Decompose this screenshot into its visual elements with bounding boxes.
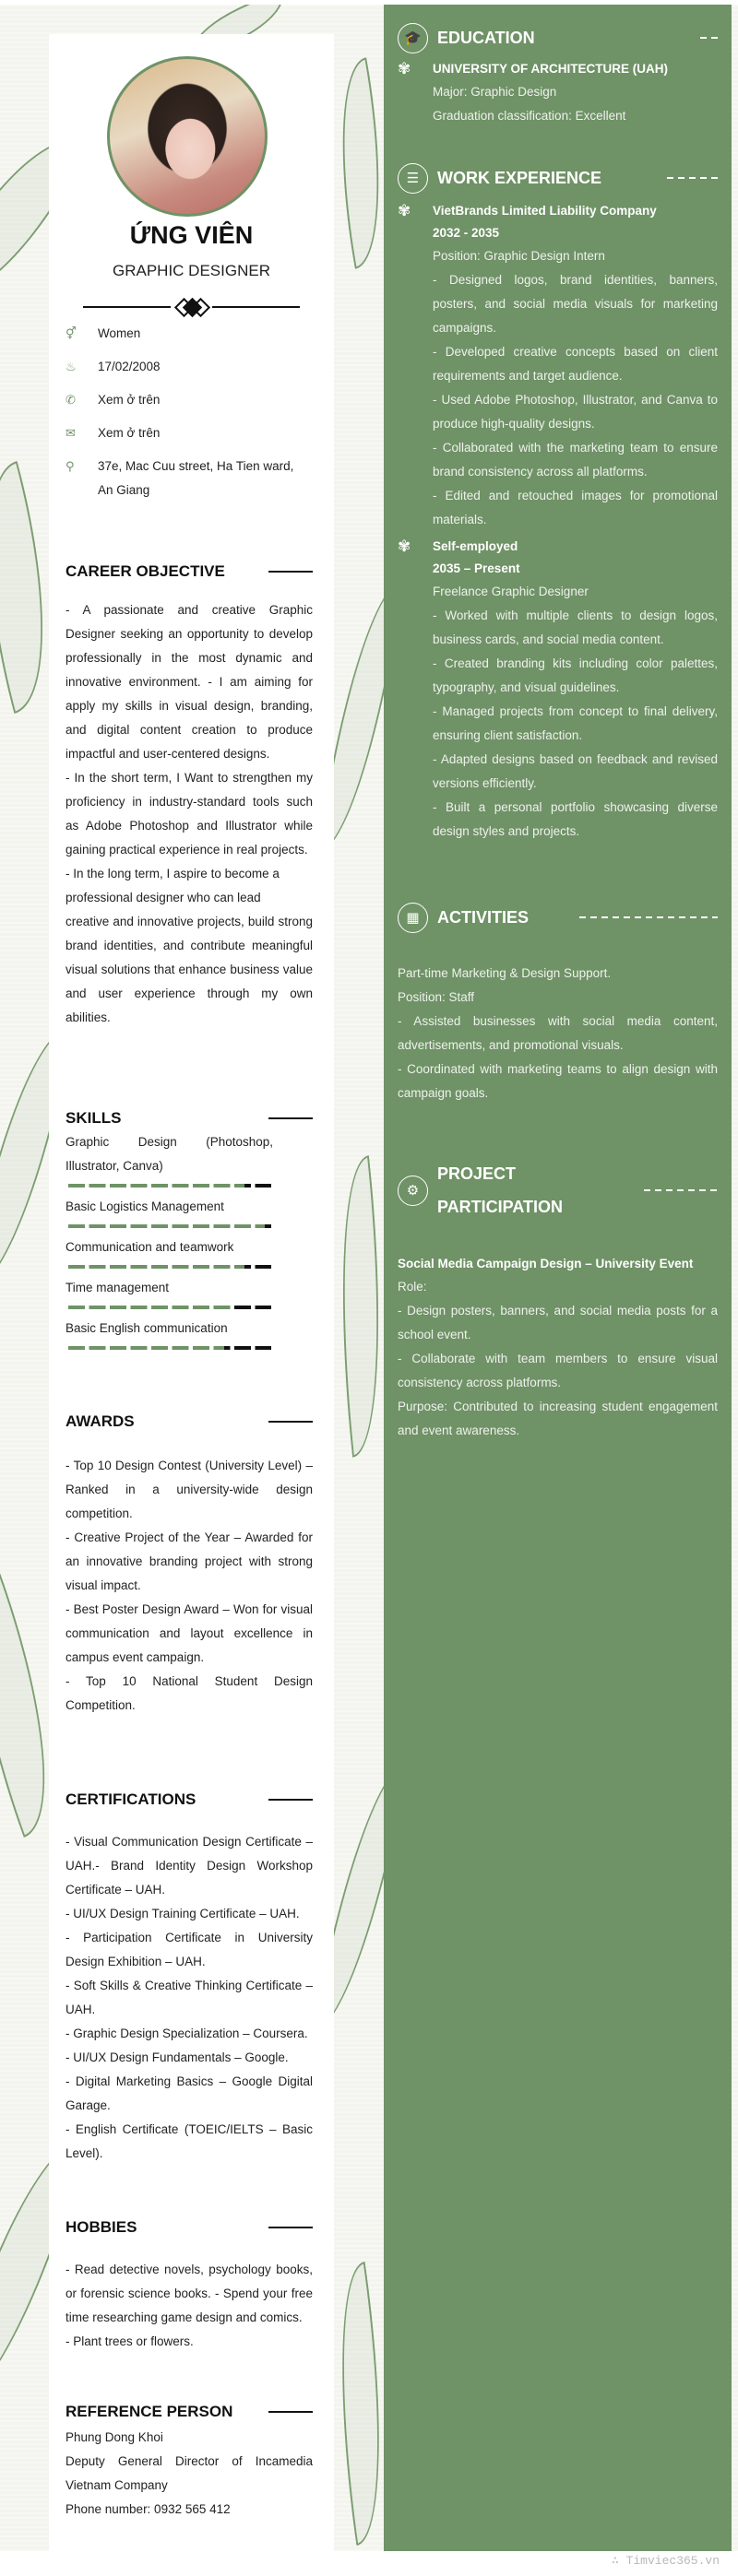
section-title: EDUCATION: [437, 29, 535, 47]
project-line: Purpose: Contributed to increasing student engagement and event awareness.: [398, 1400, 718, 1437]
graduation-cap-icon: 🎓: [398, 23, 428, 53]
education-detail: Graduation classification: Excellent: [433, 109, 626, 123]
section-rule: [268, 571, 313, 573]
section-title: REFERENCE PERSON: [65, 2403, 233, 2420]
job-title: GRAPHIC DESIGNER: [113, 262, 270, 279]
job-entry: [398, 536, 718, 844]
section-title: [437, 1157, 563, 1223]
gender-icon: ⚥: [65, 326, 77, 340]
objective-paragraph: - In the short term, I Want to strengthen my proficiency in industry-standard tools such as Adobe Photoshop and Illustrator while gaining practical experience in real projects.: [65, 771, 313, 857]
lightbulb-gears-icon: ⚙: [398, 1176, 428, 1206]
certification-item: - UI/UX Design Training Certificate – UAH.: [65, 1907, 300, 1920]
certification-item: - Graphic Design Specialization – Coursera.: [65, 2027, 308, 2040]
section-career-objective: [65, 560, 313, 1030]
award-item: - Creative Project of the Year – Awarded for an innovative branding project with strong visual impact.: [65, 1530, 313, 1592]
certification-item: - UI/UX Design Fundamentals – Google.: [65, 2050, 289, 2064]
section-rule: [268, 1117, 313, 1119]
job-position: Position: Graphic Design Intern: [433, 249, 605, 263]
job-bullet: - Developed creative concepts based on client requirements and target audience.: [433, 345, 718, 383]
section-title: CAREER OBJECTIVE: [65, 562, 225, 580]
job-bullet: - Collaborated with the marketing team to ensure brand consistency across all platforms.: [433, 441, 718, 479]
section-rule: [268, 1799, 313, 1801]
section-hobbies: [65, 2216, 313, 2354]
right-panel: [384, 5, 732, 2551]
contact-list: [49, 322, 334, 512]
section-title: HOBBIES: [65, 2218, 137, 2236]
skill-name: Communication and teamwork: [65, 1240, 234, 1254]
section-title: ACTIVITIES: [437, 908, 530, 927]
company-name: Self-employed: [433, 539, 518, 553]
avatar: [107, 56, 268, 217]
award-item: - Best Poster Design Award – Won for visual communication and layout excellence in campus event campaign.: [65, 1602, 313, 1664]
section-dash: [579, 916, 718, 918]
section-title: SKILLS: [65, 1109, 122, 1127]
award-item: - Top 10 National Student Design Competition.: [65, 1674, 313, 1712]
contact-gender: [65, 322, 334, 346]
education-detail: Major: Graphic Design: [433, 85, 557, 99]
contact-address: [65, 455, 334, 502]
skill-name: Graphic Design (Photoshop, Illustrator, Canva): [65, 1135, 273, 1173]
school-name: UNIVERSITY OF ARCHITECTURE (UAH): [433, 62, 669, 76]
project-line: - Design posters, banners, and social media posts for a school event.: [398, 1304, 718, 1341]
section-reference: [65, 2400, 313, 2522]
skill-bar: [68, 1306, 271, 1309]
contact-value: Women: [98, 326, 141, 340]
contact-phone: [65, 388, 334, 412]
contact-value: 37e, Mac Cuu street, Ha Tien ward, An Giang: [98, 459, 294, 497]
section-title-line: PARTICIPATION: [437, 1198, 563, 1216]
section-certifications: [65, 1788, 313, 2166]
activity-line: - Assisted businesses with social media content, advertisements, and promotional visuals.: [398, 1014, 718, 1052]
calendar-icon: ▦: [398, 903, 428, 933]
contact-value: Xem ở trên: [98, 426, 161, 440]
section-work-experience: [398, 161, 718, 844]
candidate-name: ỨNG VIÊN: [129, 221, 254, 249]
objective-paragraph: - In the long term, I aspire to become a professional designer who can lead: [65, 867, 280, 904]
job-bullet: - Managed projects from concept to final delivery, ensuring client satisfaction.: [433, 704, 718, 742]
section-title: AWARDS: [65, 1412, 135, 1430]
reference-name: Phung Dong Khoi: [65, 2430, 163, 2444]
section-dash: [700, 37, 718, 39]
contact-email: [65, 421, 334, 445]
project-line: Role:: [398, 1280, 427, 1294]
job-bullet: - Edited and retouched images for promotional materials.: [433, 489, 718, 526]
certification-item: - Digital Marketing Basics – Google Digital Garage.: [65, 2074, 313, 2112]
job-bullet: - Worked with multiple clients to design logos, business cards, and social media content.: [433, 609, 718, 646]
skill-bar: [68, 1346, 271, 1350]
certification-item: - Visual Communication Design Certificate – UAH.- Brand Identity Design Workshop Certificate – UAH.: [65, 1835, 313, 1897]
skill-bar: [68, 1265, 271, 1269]
section-title-line: PROJECT: [437, 1164, 517, 1183]
envelope-icon: ✉: [65, 426, 76, 440]
section-skills: [65, 1106, 313, 1357]
skill-bar: [68, 1184, 271, 1188]
divider-ornament: [83, 298, 300, 316]
skill-name: Time management: [65, 1281, 170, 1294]
certification-item: - Participation Certificate in University Design Exhibition – UAH.: [65, 1931, 313, 1968]
certification-item: - English Certificate (TOEIC/IELTS – Basic Level).: [65, 2122, 313, 2160]
project-line: - Collaborate with team members to ensure visual consistency across platforms.: [398, 1352, 718, 1389]
skill-name: Basic English communication: [65, 1321, 228, 1335]
company-name: VietBrands Limited Liability Company: [433, 204, 657, 218]
flower-bullet-icon: ✾: [398, 538, 411, 555]
job-bullet: - Created branding kits including color palettes, typography, and visual guidelines.: [433, 656, 718, 694]
job-period: 2035 – Present: [433, 561, 520, 575]
contact-value: Xem ở trên: [98, 393, 161, 407]
skill-name: Basic Logistics Management: [65, 1199, 224, 1213]
section-awards: [65, 1410, 313, 1718]
section-rule: [268, 2227, 313, 2228]
certification-item: - Soft Skills & Creative Thinking Certificate – UAH.: [65, 1979, 313, 2016]
education-entry: [398, 58, 718, 128]
reference-phone: Phone number: 0932 565 412: [65, 2502, 231, 2516]
section-dash: [644, 1189, 718, 1191]
books-icon: ☰: [398, 163, 428, 194]
award-item: - Top 10 Design Contest (University Level) – Ranked in a university-wide design competition.: [65, 1459, 313, 1520]
activity-line: Part-time Marketing & Design Support.: [398, 966, 612, 980]
section-activities: [398, 901, 718, 1105]
objective-paragraph: - A passionate and creative Graphic Designer seeking an opportunity to develop professionally in the most dynamic and innovative environment. - I am aiming for apply my skills in visual design, branding, and digital content creation to produce impactful and user-centered designs.: [65, 603, 313, 761]
section-dash: [667, 177, 718, 179]
left-panel: [49, 34, 334, 2551]
job-position: Freelance Graphic Designer: [433, 585, 589, 598]
job-bullet: - Adapted designs based on feedback and revised versions efficiently.: [433, 752, 718, 790]
phone-icon: ✆: [65, 393, 76, 407]
skill-bar: [68, 1224, 271, 1228]
section-title: CERTIFICATIONS: [65, 1790, 196, 1808]
job-entry: [398, 200, 718, 532]
job-bullet: - Built a personal portfolio showcasing diverse design styles and projects.: [433, 800, 718, 838]
section-education: [398, 21, 718, 128]
section-rule: [268, 1421, 313, 1423]
birthday-cake-icon: ♨: [65, 360, 77, 373]
hobby-item: - Plant trees or flowers.: [65, 2334, 194, 2348]
activity-line: - Coordinated with marketing teams to align design with campaign goals.: [398, 1062, 718, 1100]
watermark: ∴ Timviec365.vn: [611, 2554, 720, 2568]
section-rule: [268, 2411, 313, 2413]
contact-birthday: [65, 355, 334, 379]
job-period: 2032 - 2035: [433, 226, 500, 240]
job-bullet: - Used Adobe Photoshop, Illustrator, and Canva to produce high-quality designs.: [433, 393, 718, 431]
job-bullet: - Designed logos, brand identities, banners, posters, and social media visuals for marketing campaigns.: [433, 273, 718, 335]
flower-bullet-icon: ✾: [398, 60, 411, 77]
flower-bullet-icon: ✾: [398, 202, 411, 219]
activity-line: Position: Staff: [398, 990, 475, 1004]
reference-position: Deputy General Director of Incamedia Vietnam Company: [65, 2454, 313, 2492]
section-project-participation: [398, 1157, 718, 1443]
map-marker-icon: ⚲: [65, 459, 75, 473]
objective-paragraph: creative and innovative projects, build strong brand identities, and contribute meaningful visual solutions that enhance business value and user experience through my own abilities.: [65, 915, 313, 1024]
project-name: Social Media Campaign Design – University Event: [398, 1257, 694, 1270]
section-title: WORK EXPERIENCE: [437, 169, 602, 187]
contact-value: 17/02/2008: [98, 360, 161, 373]
hobby-item: - Read detective novels, psychology books, or forensic science books. - Spend your free time researching game design and comics.: [65, 2263, 313, 2324]
